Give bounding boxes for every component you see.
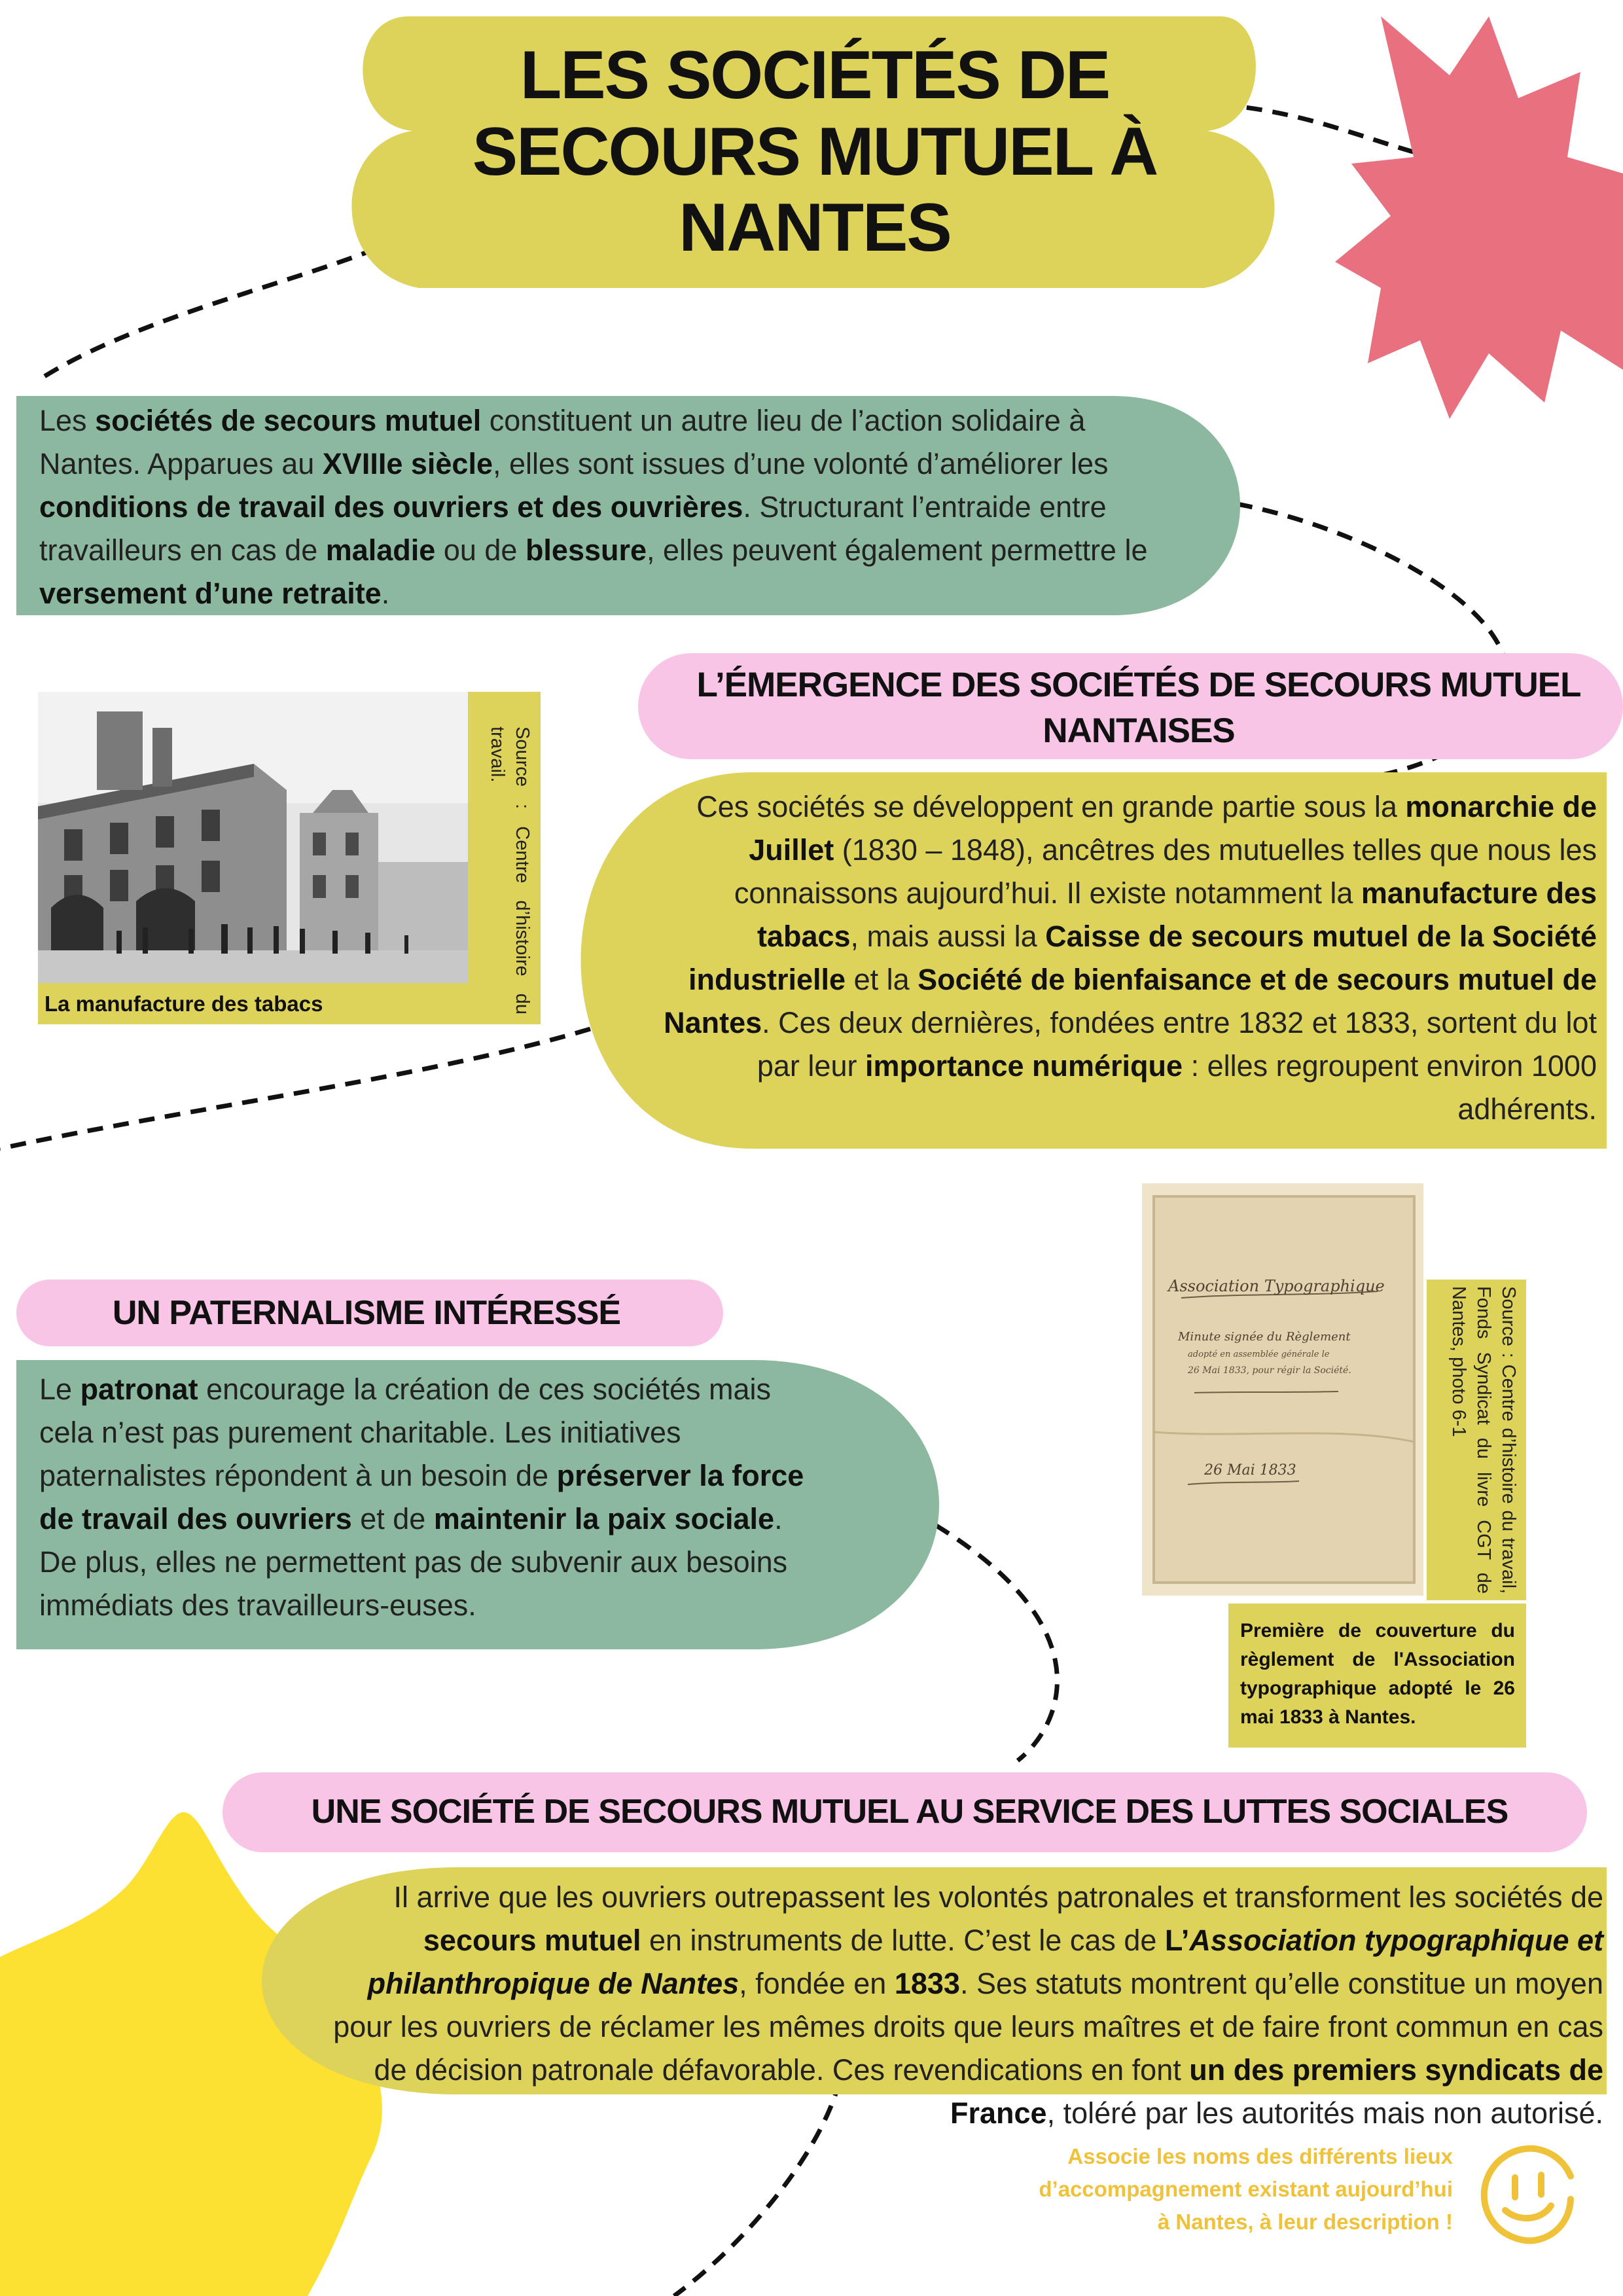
section1-heading: L’ÉMERGENCE DES SOCIÉTÉS DE SECOURS MUTUEL NANTAISES (696, 666, 1581, 750)
section1-paragraph: Ces sociétés se développent en grande partie sous la monarchie de Juillet (1830 – 1848), ancêtres des mutuelles telles que nous les connaissons aujourd’hui. Il existe notamment la manufacture des tabacs, mais aussi la Caisse de secours mutuel de la Société industrielle et la Société de bienfaisance et de secours mutuel de Nantes. Ces deux dernières, fondées entre 1832 et 1833, sortent du lot par leur importance numérique : elles regroupent environ 1000 adhérents. (664, 790, 1597, 1126)
section2-heading: UN PATERNALISME INTÉRESSÉ (112, 1294, 621, 1332)
section3-paragraph: Il arrive que les ouvriers outrepassent les volontés patronales et transforment les sociétés de secours mutuel en instruments de lutte. C’est le cas de L’Association typographique et philanthropique de Nantes, fondée en 1833. Ses statuts montrent qu’elle constitue un moyen pour les ouvriers de réclamer les mêmes droits que leurs maîtres et de faire front commun en cas de décision patronale défavorable. Ces revendications en font un des premiers syndicats de France, toléré par les autorités mais non autorisé. (333, 1880, 1603, 2130)
title-line-3: NANTES (679, 190, 951, 266)
page-title (363, 14, 1266, 289)
manufacture-photo (38, 692, 468, 983)
doc-handwriting-line-3: adopté en assemblée générale le (1188, 1350, 1330, 1359)
document-paper-image (1142, 1183, 1423, 1596)
manufacture-photo-caption: La manufacture des tabacs (45, 992, 323, 1016)
manufacture-photo-source: Source : Centre d’histoire du travail. (487, 726, 533, 1014)
intro-paragraph: Les sociétés de secours mutuel constituent un autre lieu de l’action solidaire à Nantes. Apparues au XVIIIe siècle, elles sont issues d’une volonté d’améliorer les conditions de travail des ouvriers et des ouvrières. Structurant l’entraide entre travailleurs en cas de maladie ou de blessure, elles peuvent également permettre le versement d’une retraite. (39, 404, 1148, 610)
coral-star-shape (1335, 16, 1623, 419)
doc-handwriting-line-1: Association Typographique (1168, 1277, 1385, 1295)
manufacture-building-image (38, 692, 468, 983)
section3-heading: UNE SOCIÉTÉ DE SECOURS MUTUEL AU SERVICE DES LUTTES SOCIALES (311, 1793, 1508, 1831)
activity-instruction: Associe les noms des différents lieux d’accompagnement existant aujourd’hui à Nantes, à leur description ! (1039, 2144, 1453, 2234)
document-photo-source: Source : Centre d’histoire du travail, Fonds Syndicat du livre CGT de Nantes, photo 6-1 (1448, 1286, 1519, 1594)
reglement-document-photo (1142, 1183, 1423, 1596)
doc-handwriting-line-2: Minute signée du Règlement (1178, 1330, 1351, 1344)
section2-paragraph: Le patronat encourage la création de ces sociétés mais cela n’est pas purement charitable. Les initiatives paternalistes répondent à un besoin de préserver la force de travail des ouvriers et de maintenir la paix sociale. De plus, elles ne permettent pas de subvenir aux besoins immédiats des travailleurs-euses. (39, 1372, 804, 1622)
title-line-1: LES SOCIÉTÉS DE (520, 37, 1110, 114)
doc-handwriting-line-4: 26 Mai 1833, pour régir la Société. (1188, 1365, 1351, 1376)
doc-handwriting-date: 26 Mai 1833 (1204, 1462, 1296, 1479)
title-line-2: SECOURS MUTUEL À (472, 113, 1158, 190)
smiley-icon (1472, 2137, 1584, 2248)
document-photo-caption: Première de couverture du règlement de l'Association typographique adopté le 26 mai 1833 à Nantes. (1240, 1620, 1515, 1728)
